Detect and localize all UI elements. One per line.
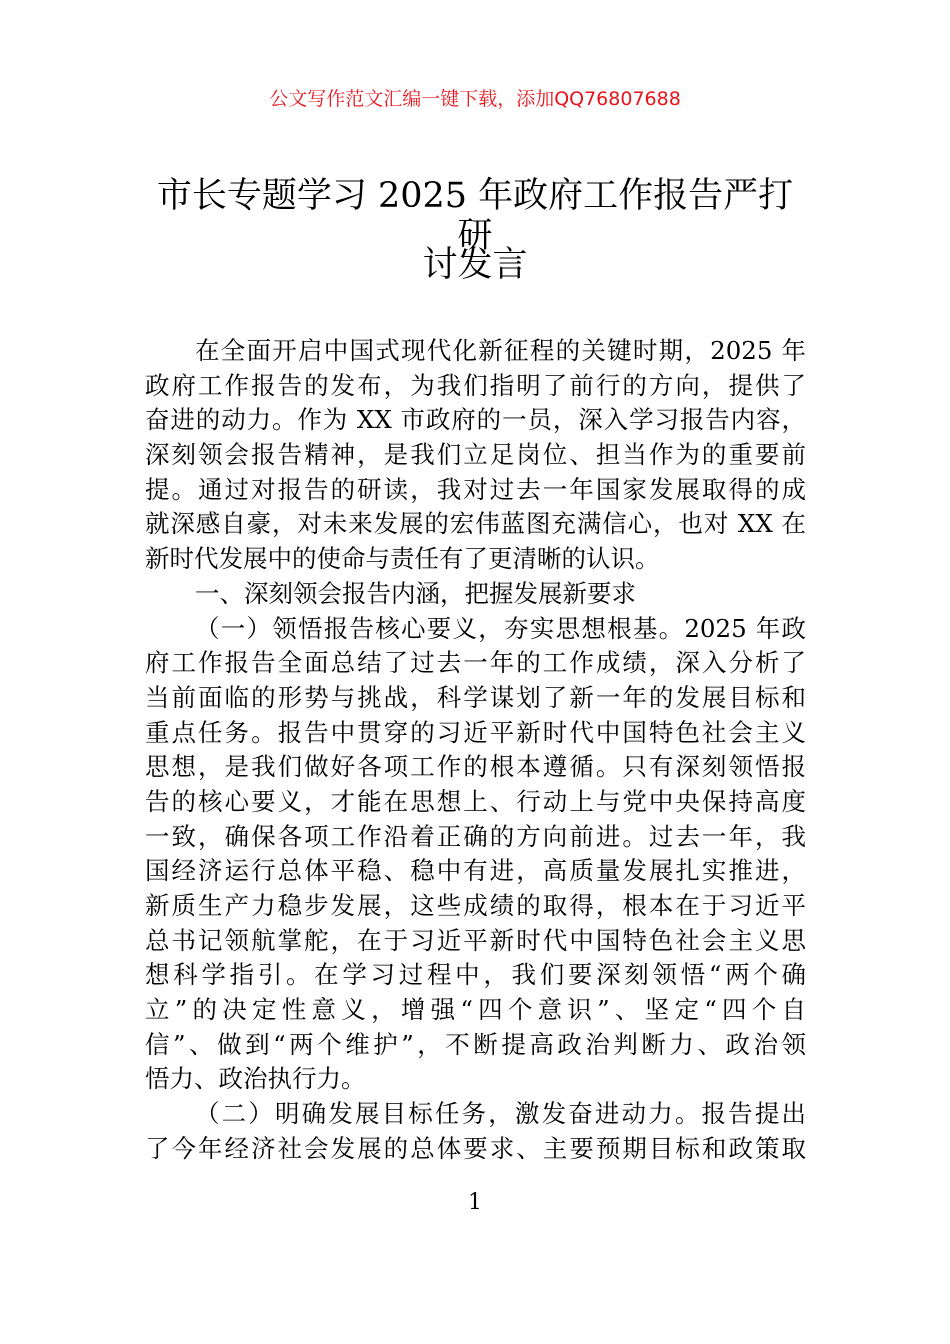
text-line: 在全面开启中国式现代化新征程的关键时期，2025 年 bbox=[195, 336, 806, 365]
text-line: 府工作报告全面总结了过去一年的工作成绩，深入分析了 bbox=[145, 648, 806, 678]
paragraph bbox=[145, 334, 806, 577]
text-line: 奋进的动力。作为 XX 市政府的一员，深入学习报告内容， bbox=[145, 405, 806, 435]
text-line: 思想，是我们做好各项工作的根本遵循。只有深刻领悟报 bbox=[145, 752, 806, 782]
text-line: 当前面临的形势与挑战，科学谋划了新一年的发展目标和 bbox=[145, 682, 806, 712]
text-line: 一、深刻领会报告内涵，把握发展新要求 bbox=[195, 578, 636, 608]
text-line: 总书记领航掌舵，在于习近平新时代中国特色社会主义思 bbox=[145, 925, 806, 955]
text-line: 国经济运行总体平稳、稳中有进，高质量发展扎实推进， bbox=[145, 856, 806, 886]
text-line: 想科学指引。在学习过程中，我们要深刻领悟“两个确 bbox=[145, 960, 806, 990]
document-title-line-2: 讨发言 bbox=[422, 245, 528, 285]
text-line: 新时代发展中的使命与责任有了更清晰的认识。 bbox=[145, 544, 660, 574]
text-line: 立”的决定性意义，增强“四个意识”、坚定“四个自 bbox=[145, 995, 806, 1025]
text-line: 告的核心要义，才能在思想上、行动上与党中央保持高度 bbox=[145, 786, 806, 816]
document-title-line-1: 市长专题学习 2025 年政府工作报告严打研 bbox=[156, 176, 794, 256]
page-number: 1 bbox=[468, 1190, 482, 1215]
text-line: 悟力、政治执行力。 bbox=[145, 1064, 366, 1094]
document-body bbox=[145, 334, 806, 1167]
paragraph bbox=[145, 1097, 806, 1166]
text-line: （二）明确发展目标任务，激发奋进动力。报告提出 bbox=[195, 1099, 806, 1129]
text-line: 深刻领会报告精神，是我们立足岗位、担当作为的重要前 bbox=[145, 440, 806, 470]
text-line: 新质生产力稳步发展，这些成绩的取得，根本在于习近平 bbox=[145, 891, 806, 920]
text-line: （一）领悟报告核心要义，夯实思想根基。2025 年政 bbox=[195, 613, 806, 643]
download-banner: 公文写作范文汇编一键下载，添加QQ76807688 bbox=[269, 88, 681, 110]
text-line: 重点任务。报告中贯穿的习近平新时代中国特色社会主义 bbox=[145, 717, 806, 747]
text-line: 了今年经济社会发展的总体要求、主要预期目标和政策取 bbox=[145, 1133, 806, 1163]
section-heading bbox=[145, 577, 806, 612]
text-line: 信”、做到“两个维护”，不断提高政治判断力、政治领 bbox=[145, 1029, 806, 1059]
text-line: 提。通过对报告的研读，我对过去一年国家发展取得的成 bbox=[145, 474, 806, 504]
text-line: 一致，确保各项工作沿着正确的方向前进。过去一年，我 bbox=[145, 821, 806, 851]
paragraph bbox=[145, 612, 806, 1098]
text-line: 就深感自豪，对未来发展的宏伟蓝图充满信心，也对 XX 在 bbox=[145, 509, 806, 539]
text-line: 政府工作报告的发布，为我们指明了前行的方向，提供了 bbox=[145, 370, 806, 400]
